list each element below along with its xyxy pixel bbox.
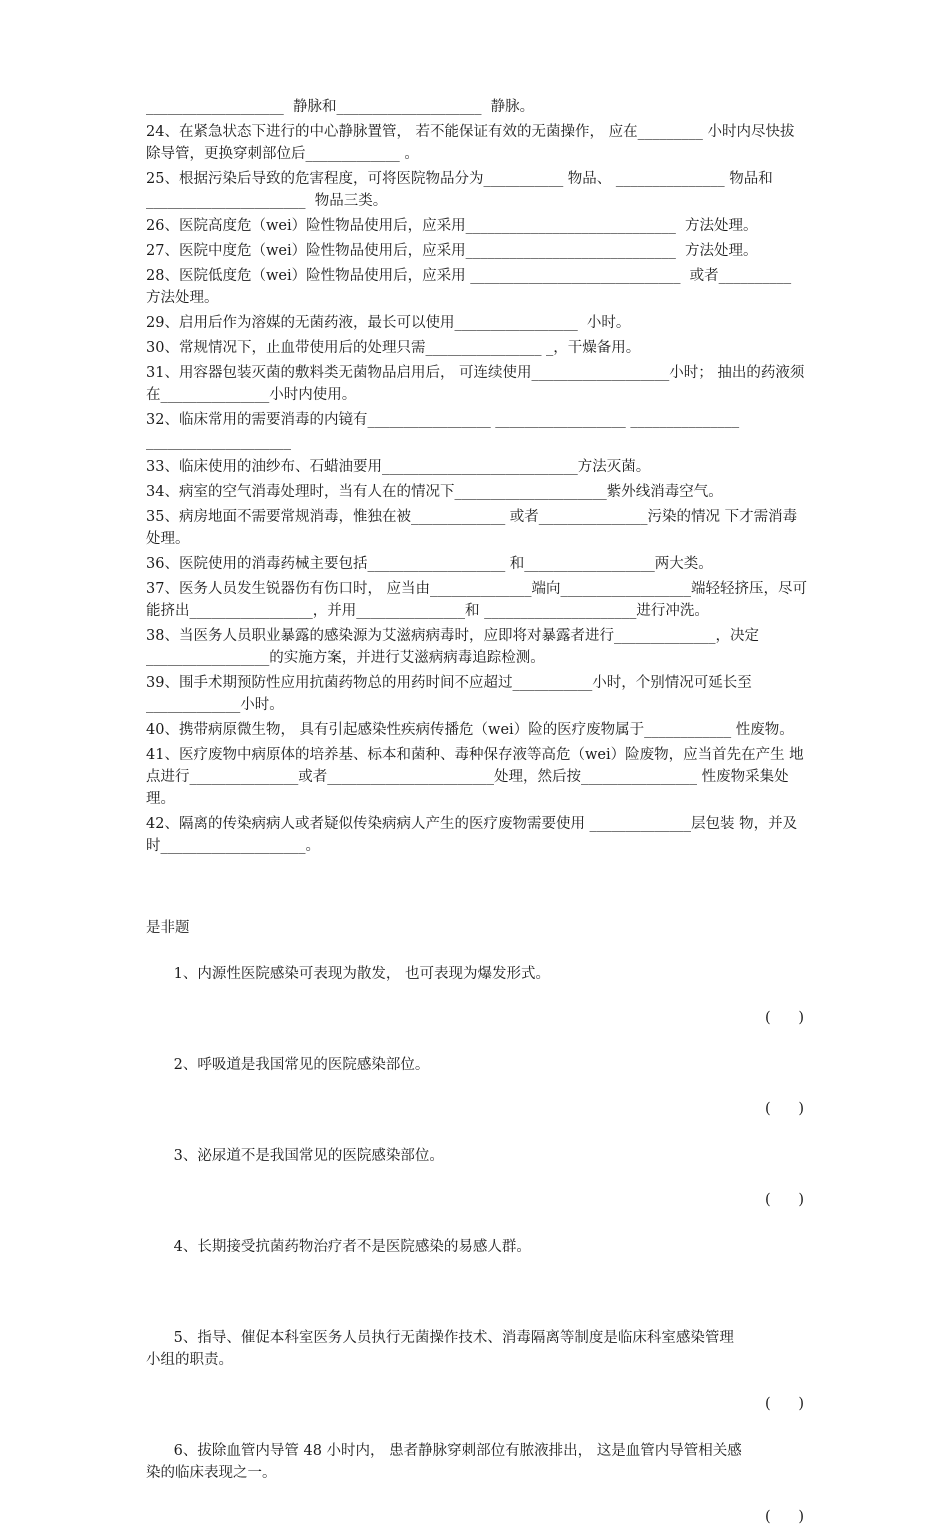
answer-parentheses: ( ): [765, 1010, 804, 1026]
answer-parentheses: ( ): [765, 1509, 804, 1525]
answer-parentheses: ( ): [765, 1192, 804, 1208]
question-35: 35、病房地面不需要常规消毒，惟独在被_____________ 或者_______________污染的情况 下才需消毒处理。: [146, 509, 798, 547]
question-24: 24、在紧急状态下进行的中心静脉置管， 若不能保证有效的无菌操作， 应在_________ 小时内尽快拔除导管，更换穿刺部位后_____________ 。: [146, 124, 795, 162]
question-36: 36、医院使用的消毒药械主要包括___________________ 和__________________两大类。: [146, 556, 713, 572]
tf-question-3: [146, 1123, 808, 1211]
question-33: 33、临床使用的油纱布、石蜡油要用___________________________方法灭菌。: [146, 459, 651, 475]
document-content: [146, 96, 808, 1531]
question-37: 37、医务人员发生锐器伤有伤口时， 应当由______________端向__________________端轻轻挤压，尽可能挤出_________________，并用_______________和 _____________________进行冲洗。: [146, 581, 808, 619]
tf-question-text: 1、内源性医院感染可表现为散发， 也可表现为爆发形式。: [173, 966, 550, 982]
tf-question-text: 5、指导、催促本科室医务人员执行无菌操作技术、消毒隔离等制度是临床科室感染管理小组的职责。: [146, 1330, 734, 1368]
answer-parentheses: ( ): [765, 1396, 804, 1412]
tf-question-4: [146, 1214, 808, 1302]
question-30: 30、常规情况下，止血带使用后的处理只需________________ _，干燥备用。: [146, 340, 641, 356]
question-29: 29、启用后作为溶媒的无菌药液，最长可以使用_________________ 小时。: [146, 315, 631, 331]
tf-question-5: [146, 1305, 808, 1415]
question-34: 34、病室的空气消毒处理时，当有人在的情况下_____________________紫外线消毒空气。: [146, 484, 723, 500]
tf-question-1: [146, 941, 808, 1029]
question-23-tail: ___________________ 静脉和____________________ 静脉。: [146, 99, 535, 115]
question-32: 32、临床常用的需要消毒的内镜有_________________ __________________ _______________ ____________________: [146, 412, 744, 450]
tf-question-text: 6、拔除血管内导管 48 小时内， 患者静脉穿刺部位有脓液排出， 这是血管内导管相关感染的临床表现之一。: [146, 1443, 742, 1481]
question-25: 25、根据污染后导致的危害程度，可将医院物品分为___________ 物品、 _______________ 物品和______________________ 物品三类。: [146, 171, 773, 209]
question-40: 40、携带病原微生物， 具有引起感染性疾病传播危（wei）险的医疗废物属于____________ 性废物。: [146, 722, 794, 738]
tf-question-2: [146, 1032, 808, 1120]
answer-parentheses: ( ): [765, 1101, 804, 1117]
tf-question-text: 2、呼吸道是我国常见的医院感染部位。: [173, 1057, 430, 1073]
question-41: 41、医疗废物中病原体的培养基、标本和菌种、毒种保存液等高危（wei）险废物，应当首先在产生 地点进行_______________或者_______________________处理，然后按________________ 性废物采集处理。: [146, 747, 804, 807]
question-26: 26、医院高度危（wei）险性物品使用后，应采用_____________________________ 方法处理。: [146, 218, 758, 234]
tf-question-text: 3、泌尿道不是我国常见的医院感染部位。: [173, 1148, 444, 1164]
true-false-section-title: 是非题: [146, 920, 190, 936]
question-39: 39、围手术期预防性应用抗菌药物总的用药时间不应超过___________小时，个别情况可延长至_____________小时。: [146, 675, 752, 713]
tf-question-6: [146, 1418, 808, 1528]
question-38: 38、当医务人员职业暴露的感染源为艾滋病病毒时，应即将对暴露者进行______________，决定_________________的实施方案，并进行艾滋病病毒追踪检测。: [146, 628, 759, 666]
tf-question-text: 4、长期接受抗菌药物治疗者不是医院感染的易感人群。: [173, 1239, 531, 1255]
question-42: 42、隔离的传染病病人或者疑似传染病病人产生的医疗废物需要使用 ______________层包装 物，并及时____________________。: [146, 816, 798, 854]
question-31: 31、用容器包装灭菌的敷料类无菌物品启用后， 可连续使用___________________小时； 抽出的药液须在_______________小时内使用。: [146, 365, 805, 403]
question-28: 28、医院低度危（wei）险性物品使用后，应采用 _____________________________ 或者__________ 方法处理。: [146, 268, 801, 306]
question-27: 27、医院中度危（wei）险性物品使用后，应采用_____________________________ 方法处理。: [146, 243, 758, 259]
